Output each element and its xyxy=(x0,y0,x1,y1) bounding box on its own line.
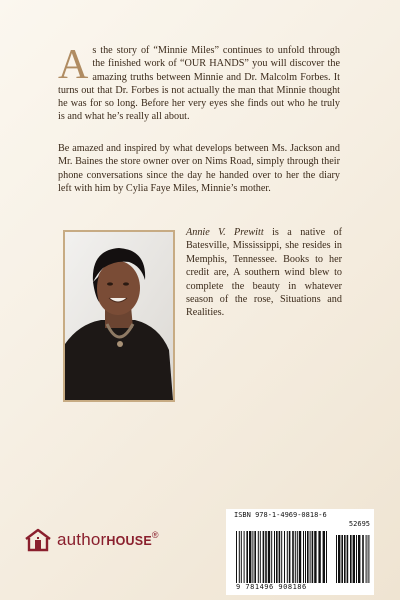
registered-mark: ® xyxy=(151,530,159,540)
barcode-bar xyxy=(265,531,267,583)
barcode-bar xyxy=(260,531,261,583)
barcode-bar xyxy=(289,531,291,583)
barcode-bar xyxy=(341,535,343,583)
barcode-bar xyxy=(358,535,360,583)
synopsis-paragraph-1 xyxy=(58,44,340,124)
barcode-bar xyxy=(347,535,349,583)
barcode-bar xyxy=(310,531,311,583)
barcode-bar xyxy=(338,535,340,583)
barcode-bar xyxy=(276,531,278,583)
barcode-bar xyxy=(297,531,298,583)
author-portrait-image xyxy=(65,232,173,400)
author-bio xyxy=(186,226,342,320)
barcode-bar xyxy=(326,531,327,583)
barcode-bar xyxy=(246,531,248,583)
barcode-bar xyxy=(281,531,282,583)
author-photo xyxy=(63,230,175,402)
barcode-bar xyxy=(350,535,352,583)
barcode-bar xyxy=(284,531,285,583)
barcode-bar xyxy=(312,531,314,583)
barcode-bar xyxy=(249,531,251,583)
barcode-bar xyxy=(353,535,355,583)
publisher-logo xyxy=(24,527,159,553)
isbn-barcode xyxy=(226,509,374,595)
barcode-digits: 9 781496 908186 xyxy=(236,583,307,591)
barcode-bars xyxy=(236,531,370,583)
barcode-bar xyxy=(318,531,320,583)
price-addon-code: 52695 xyxy=(348,520,370,528)
barcode-bar xyxy=(336,535,337,583)
isbn-label: ISBN 978-1-4969-0818-6 xyxy=(234,511,327,519)
barcode-bar xyxy=(239,531,240,583)
barcode-bar xyxy=(254,531,256,583)
author-bio-text: is a native of Batesville, Mississippi, she resides in Memphis, Tennessee. Books to her credit are, A southern wind blew to complete the beauty in whatever season of the rose, Situations and Realities. xyxy=(186,227,342,319)
barcode-bar xyxy=(307,531,309,583)
barcode-bar xyxy=(344,535,346,583)
drop-cap: A xyxy=(58,42,89,88)
barcode-bar xyxy=(258,531,259,583)
barcode-bar xyxy=(366,535,367,583)
barcode-bar xyxy=(292,531,294,583)
barcode-bar xyxy=(303,531,304,583)
barcode-bar xyxy=(287,531,288,583)
barcode-bar xyxy=(268,531,270,583)
synopsis-paragraph-2: Be amazed and inspired by what develops between Ms. Jackson and Mr. Baines the store owner over on Nims Road, simply through their phone conversations since the day he handed over to her the diary left with him by Cylia Faye Miles, Minnie’s mother. xyxy=(58,143,340,194)
barcode-bar xyxy=(323,531,325,583)
barcode-bar xyxy=(368,535,369,583)
publisher-name xyxy=(57,530,159,550)
barcode-bar xyxy=(252,531,253,583)
barcode-bar xyxy=(356,535,357,583)
synopsis-paragraph-1-text: s the story of “Minnie Miles” continues to unfold through the finished work of “OUR HANDS” you will discover the amazing truths between Minnie and Dr. Malcolm Forbes. It turns out that Dr. Forbes is not actually the man that Minnie thought he was for so long. Before her very eyes she finds out who he truly is and what he’s really all about. xyxy=(58,45,340,123)
barcode-bar xyxy=(241,531,242,583)
barcode-bar xyxy=(244,531,245,583)
barcode-bar xyxy=(263,531,265,583)
publisher-caps: HOUSE xyxy=(106,534,152,548)
barcode-bar xyxy=(236,531,237,583)
barcode-bar xyxy=(362,535,364,583)
author-name: Annie V. Prewitt xyxy=(186,227,264,238)
barcode-bar xyxy=(299,531,301,583)
barcode-bar xyxy=(295,531,296,583)
publisher-prefix: author xyxy=(57,530,107,549)
barcode-bar xyxy=(271,531,272,583)
barcode-bar xyxy=(274,531,275,583)
barcode-bar xyxy=(305,531,306,583)
barcode-bar xyxy=(314,531,316,583)
barcode-bar xyxy=(279,531,281,583)
house-icon xyxy=(24,528,52,552)
